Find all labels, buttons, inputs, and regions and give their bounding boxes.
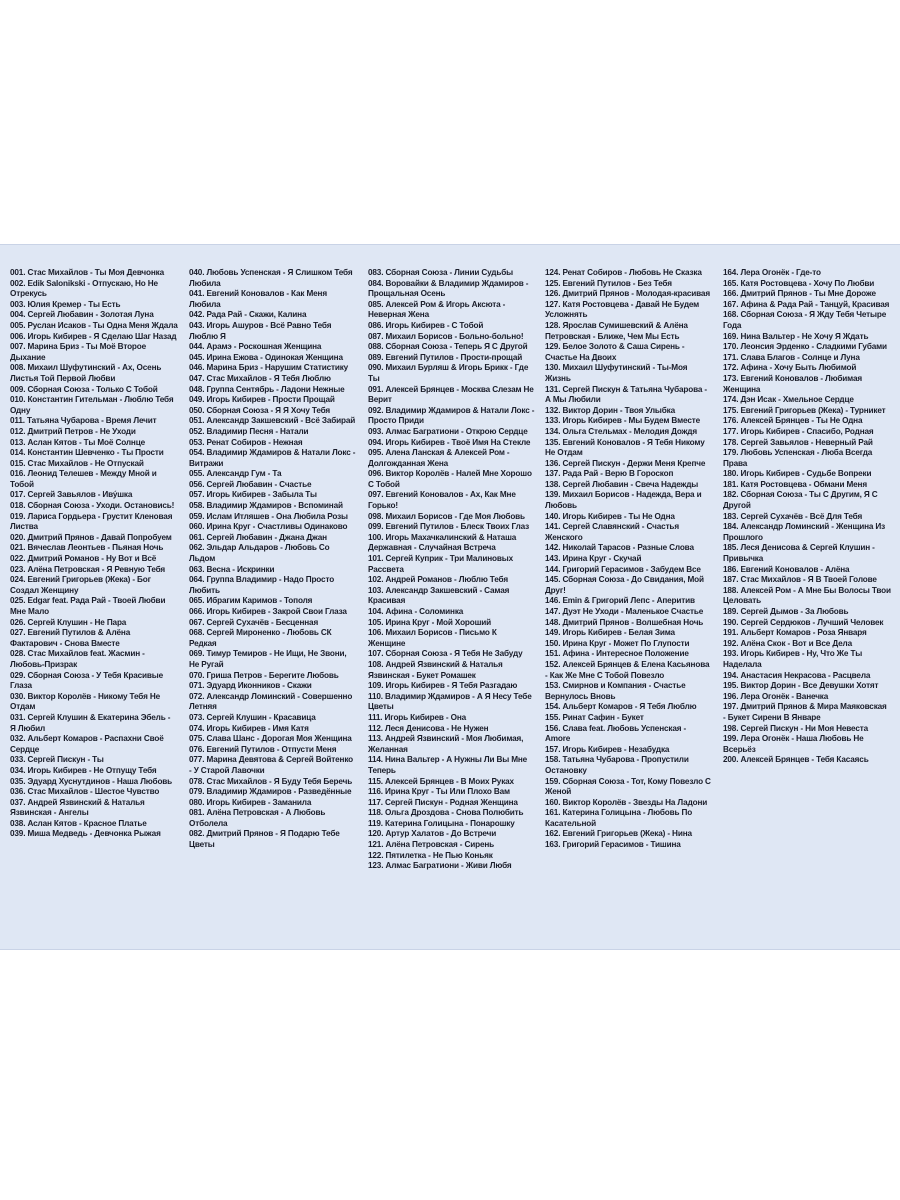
track-item: 048. Группа Сентябрь - Ладони Нежные xyxy=(189,384,345,394)
track-item: 088. Сборная Союза - Теперь Я С Другой xyxy=(368,342,528,352)
track-item: 110. Владимир Ждамиров - А Я Несу Тебе Цветы xyxy=(368,691,532,712)
track-item: 082. Дмитрий Прянов - Я Подарю Тебе Цветы xyxy=(189,829,340,850)
track-item: 141. Сергей Славянский - Счастья Женского xyxy=(545,522,679,542)
tracklist-column-5 xyxy=(723,268,891,766)
track-item: 066. Игорь Кибирев - Закрой Свои Глаза xyxy=(189,607,347,616)
track-item: 176. Алексей Брянцев - Ты Не Одна xyxy=(723,416,863,426)
track-item: 153. Смирнов и Компания - Счастье Вернулось Вновь xyxy=(545,681,686,701)
track-item: 068. Сергей Мироненко - Любовь СК Редкая xyxy=(189,628,332,648)
track-item: 070. Гриша Петров - Берегите Любовь xyxy=(189,670,339,680)
track-item: 136. Сергей Пискун - Держи Меня Крепче xyxy=(545,458,706,468)
tracklist-column-2 xyxy=(189,268,357,851)
track-item: 140. Игорь Кибирев - Ты Не Одна xyxy=(545,511,675,521)
track-item: 006. Игорь Кибирев - Я Сделаю Шаг Назад xyxy=(10,331,177,341)
track-item: 035. Эдуард Хуснутдинов - Наша Любовь xyxy=(10,776,173,786)
track-item: 134. Ольга Стельмах - Мелодия Дождя xyxy=(545,426,697,436)
track-item: 113. Андрей Язвинский - Моя Любимая, Желанная xyxy=(368,734,524,754)
track-item: 016. Леонид Телешев - Между Мной и Тобой xyxy=(10,469,157,489)
track-item: 024. Евгений Григорьев (Жека) - Бог Создал Женщину xyxy=(10,575,151,595)
track-item: 083. Сборная Союза - Линии Судьбы xyxy=(368,268,513,277)
track-item: 104. Афина - Соломинка xyxy=(368,607,464,616)
track-item: 014. Константин Шевченко - Ты Прости xyxy=(10,448,164,458)
track-item: 038. Аслан Кятов - Красное Платье xyxy=(10,818,147,828)
track-item: 169. Нина Вальтер - Не Хочу Я Ждать xyxy=(723,331,869,341)
track-item: 199. Лера Огонёк - Наша Любовь Не Всерьёз xyxy=(723,734,864,754)
tracklist-column-4 xyxy=(545,268,713,851)
track-item: 050. Сборная Союза - Я Я Хочу Тебя xyxy=(189,405,331,415)
track-item: 107. Сборная Союза - Я Тебя Не Забуду xyxy=(368,649,523,659)
track-item: 069. Тимур Темиров - Не Ищи, Не Звони, Не Ругай xyxy=(189,649,347,669)
track-item: 096. Виктор Королёв - Налей Мне Хорошо С Тобой xyxy=(368,469,532,489)
track-item: 127. Катя Ростовцева - Давай Не Будем Усложнять xyxy=(545,299,700,320)
track-item: 053. Ренат Собиров - Нежная xyxy=(189,437,303,447)
track-item: 052. Владимир Песня - Натали xyxy=(189,426,309,436)
track-item: 054. Владимир Ждамиров & Натали Локс - Витражи xyxy=(189,448,356,468)
track-item: 133. Игорь Кибирев - Мы Будем Вместе xyxy=(545,416,701,426)
track-item: 026. Сергей Клушин - Не Пара xyxy=(10,617,127,627)
track-item: 117. Сергей Пискун - Родная Женщина xyxy=(368,797,518,807)
track-item: 193. Игорь Кибирев - Ну, Что Же Ты Наделала xyxy=(723,649,863,669)
track-item: 060. Ирина Круг - Счастливы Одинаково xyxy=(189,522,348,532)
track-item: 167. Афина & Рада Рай - Танцуй, Красивая xyxy=(723,299,890,309)
track-item: 132. Виктор Дорин - Твоя Улыбка xyxy=(545,405,676,415)
track-item: 043. Игорь Ашуров - Всё Равно Тебя Люблю Я xyxy=(189,320,332,341)
track-item: 192. Алёна Скок - Вот и Все Дела xyxy=(723,638,852,648)
track-item: 109. Игорь Кибирев - Я Тебя Разгадаю xyxy=(368,681,518,691)
track-item: 161. Катерина Голицына - Любовь По Касательной xyxy=(545,808,693,828)
track-item: 119. Катерина Голицына - Понарошку xyxy=(368,818,515,828)
track-item: 010. Константин Гительман - Люблю Тебя Одну xyxy=(10,395,174,415)
track-item: 179. Любовь Успенская - Люба Всегда Права xyxy=(723,448,873,468)
track-item: 077. Марина Девятова & Сергей Войтенко - У Старой Лавочки xyxy=(189,755,354,775)
track-item: 027. Евгений Путилов & Алёна Фактарович - Снова Вместе xyxy=(10,628,131,648)
track-item: 012. Дмитрий Петров - Не Уходи xyxy=(10,426,136,436)
track-item: 166. Дмитрий Прянов - Ты Мне Дороже xyxy=(723,289,876,299)
track-item: 061. Сергей Любавин - Джана Джан xyxy=(189,532,327,542)
track-item: 021. Вячеслав Леонтьев - Пьяная Ночь xyxy=(10,543,164,553)
track-item: 198. Сергей Пискун - Ни Моя Невеста xyxy=(723,723,868,733)
track-item: 138. Сергей Любавин - Свеча Надежды xyxy=(545,479,699,489)
track-item: 037. Андрей Язвинский & Наталья Язвинская - Ангелы xyxy=(10,797,145,818)
track-item: 186. Евгений Коновалов - Алёна xyxy=(723,564,850,574)
track-item: 170. Леонсия Эрденко - Сладкими Губами xyxy=(723,342,887,352)
track-item: 064. Группа Владимир - Надо Просто Любить xyxy=(189,575,335,595)
track-item: 189. Сергей Дымов - За Любовь xyxy=(723,607,849,616)
track-item: 178. Сергей Завьялов - Неверный Рай xyxy=(723,437,873,447)
track-item: 041. Евгений Коновалов - Как Меня Любила xyxy=(189,289,327,309)
track-item: 129. Белое Золото & Саша Сирень - Счастье На Двоих xyxy=(545,342,685,362)
track-item: 126. Дмитрий Прянов - Молодая-красивая xyxy=(545,289,710,299)
track-item: 081. Алёна Петровская - А Любовь Отболела xyxy=(189,808,326,828)
track-item: 155. Ринат Сафин - Букет xyxy=(545,712,644,722)
track-item: 031. Сергей Клушин & Екатерина Эбель - Я Любил xyxy=(10,712,171,733)
track-item: 086. Игорь Кибирев - С Тобой xyxy=(368,320,484,330)
track-item: 073. Сергей Клушин - Красавица xyxy=(189,712,316,722)
track-item: 165. Катя Ростовцева - Хочу По Любви xyxy=(723,278,875,288)
track-item: 115. Алексей Брянцев - В Моих Руках xyxy=(368,776,514,786)
track-item: 154. Альберт Комаров - Я Тебя Люблю xyxy=(545,702,697,712)
track-item: 188. Алексей Ром - А Мне Бы Волосы Твои Целовать xyxy=(723,585,891,606)
track-item: 114. Нина Вальтер - А Нужны Ли Вы Мне Теперь xyxy=(368,755,528,775)
track-item: 148. Дмитрий Прянов - Волшебная Ночь xyxy=(545,617,704,627)
track-item: 099. Евгений Путилов - Блеск Твоих Глаз xyxy=(368,522,530,532)
track-item: 196. Лера Огонёк - Ванечка xyxy=(723,691,829,701)
track-item: 144. Григорий Герасимов - Забудем Все xyxy=(545,564,701,574)
track-item: 097. Евгений Коновалов - Ах, Как Мне Горько! xyxy=(368,490,516,511)
track-item: 009. Сборная Союза - Только С Тобой xyxy=(10,384,158,394)
track-item: 018. Сборная Союза - Уходи. Остановись! xyxy=(10,501,175,511)
track-item: 025. Edgar feat. Рада Рай - Твоей Любви Мне Мало xyxy=(10,596,166,616)
track-item: 030. Виктор Королёв - Никому Тебя Не Отдам xyxy=(10,691,161,712)
track-item: 007. Марина Бриз - Ты Моё Второе Дыхание xyxy=(10,342,147,362)
track-item: 011. Татьяна Чубарова - Время Лечит xyxy=(10,416,157,426)
track-item: 118. Ольга Дроздова - Снова Полюбить xyxy=(368,808,524,818)
track-item: 195. Виктор Дорин - Все Девушки Хотят xyxy=(723,681,879,691)
track-item: 080. Игорь Кибирев - Заманила xyxy=(189,797,312,807)
track-item: 200. Алексей Брянцев - Тебя Касаясь xyxy=(723,755,869,765)
track-item: 128. Ярослав Сумишевский & Алёна Петровская - Ближе, Чем Мы Есть xyxy=(545,320,688,341)
track-item: 058. Владимир Ждамиров - Вспоминай xyxy=(189,501,343,511)
track-item: 163. Григорий Герасимов - Тишина xyxy=(545,840,681,850)
track-item: 002. Edik Salonikski - Отпускаю, Но Не Отрекусь xyxy=(10,278,158,299)
track-item: 003. Юлия Кремер - Ты Есть xyxy=(10,299,121,309)
track-item: 042. Рада Рай - Скажи, Калина xyxy=(189,310,307,320)
track-item: 116. Ирина Круг - Ты Или Плохо Вам xyxy=(368,787,510,797)
track-item: 130. Михаил Шуфутинский - Ты-Моя Жизнь xyxy=(545,363,688,383)
track-item: 062. Эльдар Альдаров - Любовь Со Льдом xyxy=(189,543,330,564)
track-item: 067. Сергей Сухачёв - Бесценная xyxy=(189,617,319,627)
track-item: 121. Алёна Петровская - Сирень xyxy=(368,840,495,850)
track-item: 150. Ирина Круг - Может По Глупости xyxy=(545,638,690,648)
track-item: 101. Сергей Куприк - Три Малиновых Рассвета xyxy=(368,554,513,574)
track-item: 147. Дуэт Не Уходи - Маленькое Счастье xyxy=(545,607,704,616)
track-item: 191. Альберт Комаров - Роза Января xyxy=(723,628,867,638)
track-item: 152. Алексей Брянцев & Елена Касьянова - Как Же Мне С Тобой Повезло xyxy=(545,659,710,680)
track-item: 175. Евгений Григорьев (Жека) - Турникет xyxy=(723,405,886,415)
track-item: 135. Евгений Коновалов - Я Тебя Никому Не Отдам xyxy=(545,437,705,458)
track-item: 013. Аслан Кятов - Ты Моё Солнце xyxy=(10,437,145,447)
track-item: 156. Слава feat. Любовь Успенская - Amore xyxy=(545,723,687,744)
track-item: 004. Сергей Любавин - Золотая Луна xyxy=(10,310,154,320)
track-item: 091. Алексей Брянцев - Москва Слезам Не Верит xyxy=(368,384,534,405)
track-item: 139. Михаил Борисов - Надежда, Вера и Любовь xyxy=(545,490,702,511)
track-item: 180. Игорь Кибирев - Судьбе Вопреки xyxy=(723,469,872,479)
track-item: 095. Алена Ланская & Алексей Ром - Долгожданная Жена xyxy=(368,448,510,468)
track-item: 094. Игорь Кибирев - Твоё Имя На Стекле xyxy=(368,437,531,447)
track-item: 172. Афина - Хочу Быть Любимой xyxy=(723,363,857,373)
track-item: 090. Михаил Бурляш & Игорь Брикк - Где Ты xyxy=(368,363,529,383)
track-item: 142. Николай Тарасов - Разные Слова xyxy=(545,543,694,553)
track-item: 123. Алмас Багратиони - Живи Любя xyxy=(368,861,512,871)
track-item: 124. Ренат Собиров - Любовь Не Сказка xyxy=(545,268,702,277)
track-item: 122. Пятилетка - Не Пью Коньяк xyxy=(368,850,493,860)
track-item: 028. Стас Михайлов feat. Жасмин - Любовь-Призрак xyxy=(10,649,145,669)
track-item: 183. Сергей Сухачёв - Всё Для Тебя xyxy=(723,511,863,521)
track-item: 046. Марина Бриз - Нарушим Статистику xyxy=(189,363,349,373)
track-item: 071. Эдуард Иконников - Скажи xyxy=(189,681,312,691)
track-item: 174. Дэн Исак - Хмельное Сердце xyxy=(723,395,854,405)
track-item: 173. Евгений Коновалов - Любимая Женщина xyxy=(723,373,862,394)
track-item: 020. Дмитрий Прянов - Давай Попробуем xyxy=(10,532,172,542)
track-item: 181. Катя Ростовцева - Обмани Меня xyxy=(723,479,867,489)
track-item: 164. Лера Огонёк - Где-то xyxy=(723,268,821,277)
track-item: 105. Ирина Круг - Мой Хороший xyxy=(368,617,492,627)
track-item: 194. Анастасия Некрасова - Расцвела xyxy=(723,670,871,680)
track-item: 065. Ибрагим Каримов - Тополя xyxy=(189,596,313,606)
track-item: 184. Александр Ломинский - Женщина Из Прошлого xyxy=(723,522,886,542)
track-item: 106. Михаил Борисов - Письмо К Женщине xyxy=(368,628,497,648)
track-item: 098. Михаил Борисов - Где Моя Любовь xyxy=(368,511,525,521)
track-item: 111. Игорь Кибирев - Она xyxy=(368,712,467,722)
track-item: 120. Артур Халатов - До Встречи xyxy=(368,829,497,839)
track-item: 044. Арамэ - Роскошная Женщина xyxy=(189,342,322,352)
track-item: 074. Игорь Кибирев - Имя Катя xyxy=(189,723,309,733)
track-item: 103. Александр Закшевский - Самая Красивая xyxy=(368,585,510,606)
track-item: 057. Игорь Кибирев - Забыла Ты xyxy=(189,490,317,500)
tracklist-column-1 xyxy=(10,268,178,840)
track-item: 149. Игорь Кибирев - Белая Зима xyxy=(545,628,675,638)
track-item: 084. Воровайки & Владимир Ждамиров - Прощальная Осень xyxy=(368,278,529,299)
track-item: 075. Слава Шанс - Дорогая Моя Женщина xyxy=(189,734,352,744)
track-item: 055. Александр Гум - Та xyxy=(189,469,282,479)
track-item: 078. Стас Михайлов - Я Буду Тебя Беречь xyxy=(189,776,353,786)
track-item: 108. Андрей Язвинский & Наталья Язвинская - Букет Ромашек xyxy=(368,659,503,680)
track-item: 160. Виктор Королёв - Звезды На Ладони xyxy=(545,797,708,807)
track-item: 032. Альберт Комаров - Распахни Своё Сердце xyxy=(10,734,164,754)
track-item: 063. Весна - Искринки xyxy=(189,564,275,574)
track-item: 017. Сергей Завьялов - Иву́шка xyxy=(10,490,133,500)
track-item: 079. Владимир Ждамиров - Разведённые xyxy=(189,787,352,797)
track-item: 087. Михаил Борисов - Больно-больно! xyxy=(368,331,524,341)
track-item: 187. Стас Михайлов - Я В Твоей Голове xyxy=(723,575,877,585)
track-item: 092. Владимир Ждамиров & Натали Локс - Просто Приди xyxy=(368,405,535,426)
track-item: 033. Сергей Пискун - Ты xyxy=(10,755,104,765)
track-item: 112. Леся Денисова - Не Нужен xyxy=(368,723,489,733)
track-item: 008. Михаил Шуфутинский - Ах, Осень Листья Той Первой Любви xyxy=(10,363,162,383)
track-item: 157. Игорь Кибирев - Незабудка xyxy=(545,744,670,754)
track-item: 102. Андрей Романов - Люблю Тебя xyxy=(368,575,508,585)
track-item: 151. Афина - Интересное Положение xyxy=(545,649,689,659)
track-item: 159. Сборная Союза - Тот, Кому Повезло С Женой xyxy=(545,776,711,797)
track-item: 145. Сборная Союза - До Свидания, Мой Друг! xyxy=(545,575,704,595)
track-item: 131. Сергей Пискун & Татьяна Чубарова - А Мы Любили xyxy=(545,384,707,405)
track-item: 085. Алексей Ром & Игорь Аксюта - Неверная Жена xyxy=(368,299,506,320)
track-item: 015. Стас Михайлов - Не Отпускай xyxy=(10,458,144,468)
track-item: 040. Любовь Успенская - Я Слишком Тебя Любила xyxy=(189,268,353,288)
track-item: 049. Игорь Кибирев - Прости Прощай xyxy=(189,395,335,405)
track-item: 072. Александр Ломинский - Совершенно Летняя xyxy=(189,691,353,712)
track-item: 146. Emin & Григорий Лепс - Аперитив xyxy=(545,596,695,606)
track-item: 089. Евгений Путилов - Прости-прощай xyxy=(368,352,523,362)
track-item: 034. Игорь Кибирев - Не Отпущу Тебя xyxy=(10,765,157,775)
track-item: 036. Стас Михайлов - Шестое Чувство xyxy=(10,787,160,797)
track-item: 076. Евгений Путилов - Отпусти Меня xyxy=(189,744,337,754)
track-item: 019. Лариса Гордьера - Грустит Кленовая Листва xyxy=(10,511,173,532)
track-item: 171. Слава Благов - Солнце и Луна xyxy=(723,352,860,362)
track-item: 185. Леся Денисова & Сергей Клушин - Привычка xyxy=(723,543,875,564)
track-item: 125. Евгений Путилов - Без Тебя xyxy=(545,278,672,288)
track-item: 190. Сергей Сердюков - Лучший Человек xyxy=(723,617,884,627)
track-item: 056. Сергей Любавин - Счастье xyxy=(189,479,312,489)
track-item: 059. Ислам Итляшев - Она Любила Розы xyxy=(189,511,348,521)
track-item: 177. Игорь Кибирев - Спасибо, Родная xyxy=(723,426,874,436)
track-item: 045. Ирина Ежова - Одинокая Женщина xyxy=(189,352,343,362)
tracklist-column-3 xyxy=(368,268,536,872)
track-item: 182. Сборная Союза - Ты С Другим, Я С Другой xyxy=(723,490,878,511)
track-item: 158. Татьяна Чубарова - Пропустили Остановку xyxy=(545,755,689,775)
track-item: 168. Сборная Союза - Я Жду Тебя Четыре Года xyxy=(723,310,887,330)
track-item: 023. Алёна Петровская - Я Ревную Тебя xyxy=(10,564,166,574)
track-item: 029. Сборная Союза - У Тебя Красивые Глаза xyxy=(10,670,164,691)
track-item: 051. Александр Закшевский - Всё Забирай xyxy=(189,416,356,426)
track-item: 093. Алмас Багратиони - Открою Сердце xyxy=(368,426,528,436)
track-item: 005. Руслан Исаков - Ты Одна Меня Ждала xyxy=(10,320,178,330)
track-item: 039. Миша Медведь - Девчонка Рыжая xyxy=(10,829,161,839)
track-item: 143. Ирина Круг - Скучай xyxy=(545,554,642,564)
track-item: 001. Стас Михайлов - Ты Моя Девчонка xyxy=(10,268,164,277)
track-item: 162. Евгений Григорьев (Жека) - Нина xyxy=(545,829,692,839)
track-item: 197. Дмитрий Прянов & Мира Маяковская - Букет Сирени В Январе xyxy=(723,702,887,722)
track-item: 022. Дмитрий Романов - Ну Вот и Всё xyxy=(10,554,157,564)
track-item: 137. Рада Рай - Верю В Гороскоп xyxy=(545,469,674,479)
track-item: 047. Стас Михайлов - Я Тебя Люблю xyxy=(189,373,331,383)
track-item: 100. Игорь Махачкалинский & Наташа Державная - Случайная Встреча xyxy=(368,532,517,553)
